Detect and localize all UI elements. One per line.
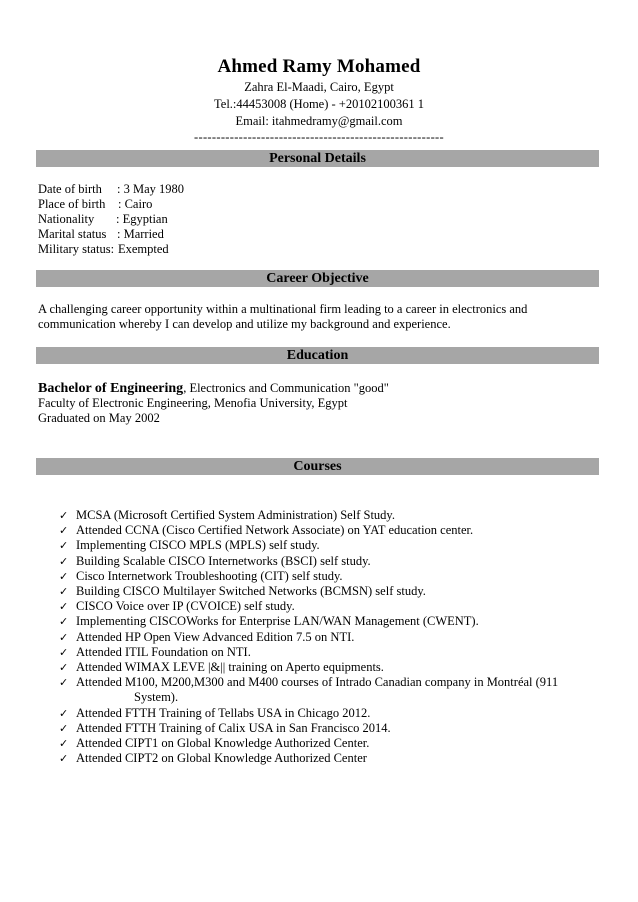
list-item: [59, 675, 558, 705]
checkmark-icon: ✓: [59, 615, 69, 629]
section-bar-personal-details: Personal Details: [36, 150, 599, 167]
list-item: ✓ Attended WIMAX LEVE |&|| training on Aperto equipments.: [59, 660, 384, 675]
personal-row-dob: [38, 182, 184, 197]
value: Exempted: [118, 242, 169, 256]
objective-line: A challenging career opportunity within a multinational firm leading to a career in electronics and: [38, 302, 528, 316]
list-item: ✓ Attended CCNA (Cisco Certified Network Associate) on YAT education center.: [59, 523, 474, 538]
personal-row-military: [38, 242, 184, 257]
checkmark-icon: ✓: [59, 554, 69, 568]
value: : Cairo: [118, 197, 153, 211]
checkmark-icon: ✓: [59, 630, 69, 644]
list-item: ✓ Building Scalable CISCO Internetworks (BSCI) self study.: [59, 553, 371, 568]
checkmark-icon: ✓: [59, 737, 69, 751]
label: Military status:: [38, 242, 115, 256]
section-bar-courses: Courses: [36, 458, 599, 475]
list-item: ✓ Attended ITIL Foundation on NTI.: [59, 644, 251, 659]
candidate-name: Ahmed Ramy Mohamed: [217, 56, 421, 77]
course-line-continuation: System).: [134, 690, 179, 705]
value: : 3 May 1980: [117, 182, 185, 196]
checkmark-icon: ✓: [59, 539, 69, 553]
list-item: ✓ Implementing CISCO MPLS (MPLS) self study.: [59, 538, 320, 553]
checkmark-icon: ✓: [59, 524, 69, 538]
label: Place of birth: [38, 197, 106, 211]
label: Date of birth: [38, 182, 102, 196]
degree-title: Bachelor of Engineering: [38, 381, 184, 396]
header-divider: --------------------------------------------------------: [194, 130, 444, 144]
checkmark-icon: ✓: [59, 706, 69, 720]
label: Marital status: [38, 227, 107, 241]
course-line: Attended M100, M200,M300 and M400 courses of Intrado Canadian company in Montréal (911: [76, 675, 559, 690]
objective-line: communication whereby I can develop and utilize my background and experience.: [38, 317, 451, 331]
checkmark-icon: ✓: [59, 721, 69, 735]
list-item: ✓ Cisco Internetwork Troubleshooting (CIT) self study.: [59, 568, 343, 583]
checkmark-icon: ✓: [59, 585, 69, 599]
checkmark-icon: ✓: [59, 752, 69, 766]
checkmark-icon: ✓: [59, 645, 69, 659]
resume-header: [0, 55, 638, 145]
checkmark-icon: ✓: [59, 600, 69, 614]
checkmark-icon: ✓: [59, 569, 69, 583]
email: Email: itahmedramy@gmail.com: [235, 114, 403, 128]
list-item: ✓ Attended FTTH Training of Tellabs USA in Chicago 2012.: [59, 705, 371, 720]
checkmark-icon: ✓: [59, 676, 69, 690]
list-item: ✓ Attended CIPT1 on Global Knowledge Authorized Center.: [59, 736, 370, 751]
list-item: ✓ MCSA (Microsoft Certified System Administration) Self Study.: [59, 508, 395, 522]
checkmark-icon: ✓: [59, 661, 69, 675]
list-item: ✓ Attended HP Open View Advanced Edition 7.5 on NTI.: [59, 629, 355, 644]
section-bar-career-objective: Career Objective: [36, 270, 599, 287]
career-objective-text: [38, 302, 527, 332]
address: Zahra El-Maadi, Cairo, Egypt: [244, 80, 394, 94]
personal-row-nationality: [38, 212, 184, 227]
degree-major: , Electronics and Communication "good": [183, 381, 389, 395]
degree-line: [38, 381, 389, 396]
telephone: Tel.:44453008 (Home) - +20102100361 1: [214, 97, 424, 111]
list-item: ✓ Implementing CISCOWorks for Enterprise LAN/WAN Management (CWENT).: [59, 614, 479, 629]
section-bar-education: Education: [36, 347, 599, 364]
courses-list: [59, 508, 558, 766]
value: : Married: [117, 227, 164, 241]
education-block: [38, 381, 389, 426]
value: : Egyptian: [116, 212, 168, 226]
course-text-wrapped: [76, 675, 558, 705]
graduation-line: Graduated on May 2002: [38, 411, 160, 425]
label: Nationality: [38, 212, 95, 226]
faculty-line: Faculty of Electronic Engineering, Menofia University, Egypt: [38, 396, 348, 410]
personal-details-list: [38, 182, 184, 257]
list-item: ✓ Attended FTTH Training of Calix USA in San Francisco 2014.: [59, 720, 391, 735]
list-item: ✓ Building CISCO Multilayer Switched Networks (BCMSN) self study.: [59, 584, 426, 599]
list-item: ✓ CISCO Voice over IP (CVOICE) self study.: [59, 599, 295, 614]
personal-row-marital: [38, 227, 184, 242]
personal-row-pob: [38, 197, 184, 212]
list-item: ✓ Attended CIPT2 on Global Knowledge Authorized Center: [59, 751, 367, 766]
checkmark-icon: ✓: [59, 509, 69, 522]
